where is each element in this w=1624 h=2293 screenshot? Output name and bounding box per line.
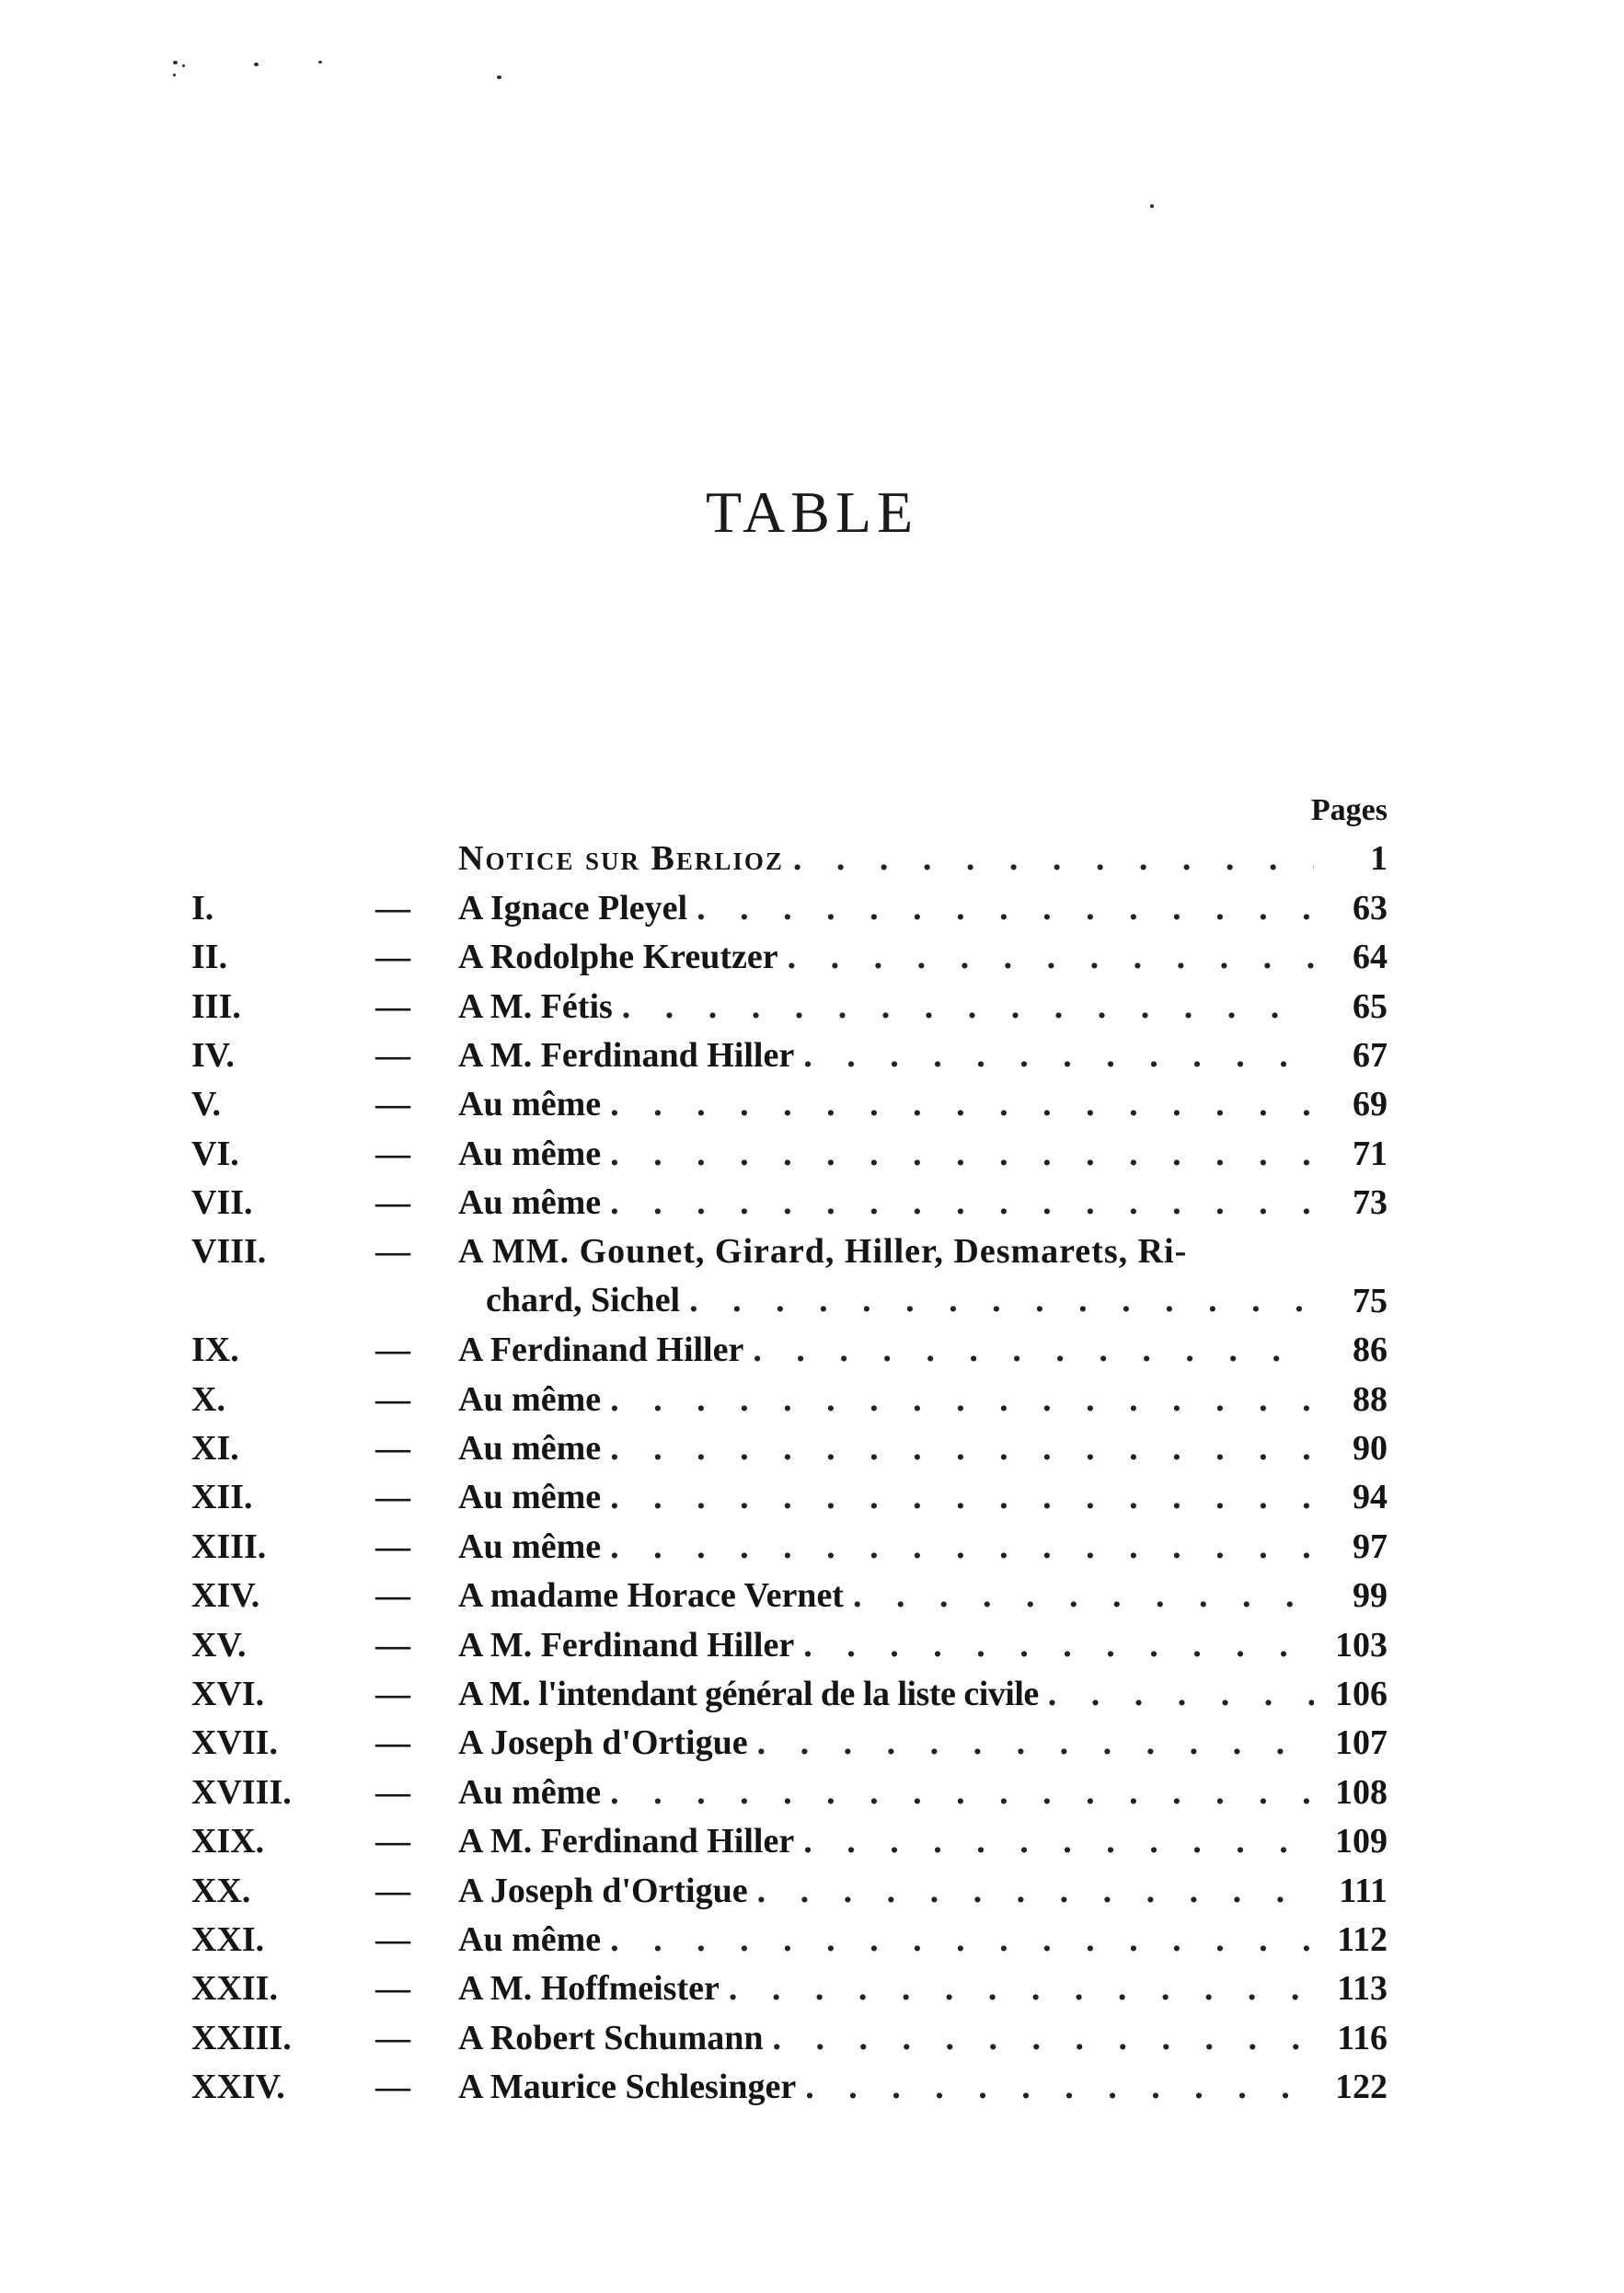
toc-entry-number: XXIII. [191, 2018, 292, 2057]
toc-entry [191, 1227, 1388, 1326]
toc-entry-page: 90 [1353, 1429, 1388, 1469]
toc-entry-title: A Robert Schumann [458, 2018, 764, 2057]
toc-entry [191, 1719, 1388, 1768]
toc-entry-number: II. [191, 938, 228, 977]
toc-entry-number: XIV. [191, 1576, 260, 1616]
toc-entry-title: A Ignace Pleyel [458, 888, 688, 928]
toc-entry [191, 1620, 1388, 1669]
toc-entry [191, 1965, 1388, 2013]
toc-entry-title: A M. Fétis [458, 986, 613, 1026]
toc-entry-dash: — [375, 1576, 410, 1616]
toc-entry-dash: — [375, 1675, 410, 1714]
toc-entry [191, 1179, 1388, 1227]
toc-entry-number: IV. [191, 1035, 235, 1075]
toc-entry [191, 1572, 1388, 1620]
toc-entry-number: XVII. [191, 1723, 278, 1763]
toc-entry [191, 2063, 1388, 2112]
toc-entry [191, 1375, 1388, 1423]
toc-entry-page: 113 [1337, 1969, 1388, 2009]
toc-entry-page: 99 [1353, 1576, 1388, 1616]
toc-entry-dash: — [375, 1822, 410, 1861]
toc-entry-dash: — [375, 1085, 410, 1124]
toc-entry-dash: — [375, 1527, 410, 1566]
toc-entry-title: A madame Horace Vernet [458, 1576, 844, 1616]
toc-entry-title: A M. Hoffmeister [458, 1969, 720, 2009]
toc-entry-number: XIII. [191, 1527, 267, 1566]
toc-entry [191, 1031, 1388, 1080]
toc-entry-title: A Joseph d'Ortigue [458, 1871, 748, 1910]
toc-entry-title: A M. Ferdinand Hiller [458, 1625, 795, 1665]
toc-entry-title: A MM. Gounet, Girard, Hiller, Desmarets, Ri- [458, 1232, 1188, 1272]
toc-entry-dash: — [375, 1723, 410, 1763]
toc-entry-title: A Maurice Schlesinger [458, 2068, 797, 2107]
toc-entry-dash: — [375, 1772, 410, 1812]
toc-entry-title: A Joseph d'Ortigue [458, 1723, 748, 1763]
toc-entry-title: Au même [458, 1183, 602, 1223]
toc-entry-page: 88 [1353, 1379, 1388, 1419]
toc-entry-number: X. [191, 1379, 225, 1419]
toc-entry-title: A Rodolphe Kreutzer [458, 938, 778, 977]
toc-entry-title: Au même [458, 1527, 602, 1566]
toc-entry-number: VI. [191, 1134, 239, 1173]
toc-entry-dash: — [375, 1429, 410, 1469]
toc-entry [191, 1080, 1388, 1129]
toc-entry [191, 933, 1388, 982]
toc-entry-title: A M. l'intendant général de la liste civile [458, 1675, 1039, 1714]
toc-entry-number: VIII. [191, 1232, 267, 1272]
toc-entry-page: 109 [1335, 1822, 1388, 1861]
toc-entry-dash: — [375, 888, 410, 928]
toc-entry-page: 65 [1353, 986, 1388, 1026]
toc-entry-page: 64 [1353, 938, 1388, 977]
toc-entry [191, 982, 1388, 1031]
toc-entry-dash: — [375, 1232, 410, 1272]
toc-entry [191, 1866, 1388, 1915]
toc-entry [191, 835, 1388, 883]
toc-entry-title: Au même [458, 1772, 602, 1812]
toc-entry-title: Au même [458, 1379, 602, 1419]
toc-entry-title: Au même [458, 1134, 602, 1173]
toc-entry-title: A M. Ferdinand Hiller [458, 1822, 795, 1861]
toc-entry-title: A Ferdinand Hiller [458, 1331, 744, 1370]
toc-entry-page: 1 [1370, 839, 1388, 879]
toc-entry-number: I. [191, 888, 214, 928]
toc-entry-dash: — [375, 986, 410, 1026]
toc-entry-dash: — [375, 1478, 410, 1517]
toc-entry-number: III. [191, 986, 241, 1026]
toc-entry-number: XXI. [191, 1920, 265, 1959]
toc-entry-dash: — [375, 1625, 410, 1665]
toc-entry-number: XXIV. [191, 2068, 285, 2107]
toc-entry-page: 67 [1353, 1035, 1388, 1075]
toc-entry-dash: — [375, 2018, 410, 2057]
toc-entry [191, 2013, 1388, 2062]
toc-entry-page: 69 [1353, 1085, 1388, 1124]
toc-entry-page: 112 [1337, 1920, 1388, 1959]
toc-entry-dash: — [375, 2068, 410, 2107]
toc-entry-number: XI. [191, 1429, 239, 1469]
toc-entry [191, 1916, 1388, 1965]
toc-entry-number: XXII. [191, 1969, 278, 2009]
toc-entry-dash: — [375, 1035, 410, 1075]
toc-entry-page: 71 [1353, 1134, 1388, 1173]
toc-entry-dash: — [375, 1183, 410, 1223]
toc-entry [191, 1768, 1388, 1816]
toc-entry [191, 1424, 1388, 1473]
toc-entry-number: XX. [191, 1871, 251, 1910]
toc-entry-dash: — [375, 938, 410, 977]
toc-entry-page: 122 [1335, 2068, 1388, 2107]
toc-entry [191, 1670, 1388, 1719]
toc-entry-title-continued: chard, Sichel [486, 1281, 681, 1320]
toc-entry-page: 107 [1335, 1723, 1388, 1763]
toc-entry-dash: — [375, 1871, 410, 1910]
table-of-contents [191, 787, 1388, 2112]
toc-entry-dash: — [375, 1920, 410, 1959]
pages-column-header: Pages [1310, 793, 1388, 827]
toc-entry-dash: — [375, 1969, 410, 2009]
toc-entry [191, 883, 1388, 932]
toc-entry-number: VII. [191, 1183, 253, 1223]
toc-entry-number: XVI. [191, 1675, 265, 1714]
toc-entry-number: XII. [191, 1478, 253, 1517]
toc-entry-number: XV. [191, 1625, 247, 1665]
toc-entry [191, 1129, 1388, 1178]
toc-entry-page: 116 [1337, 2018, 1388, 2057]
toc-entry-page: 63 [1353, 888, 1388, 928]
toc-entry-page: 103 [1335, 1625, 1388, 1665]
page-title: TABLE [705, 479, 919, 545]
toc-entry-page: 106 [1335, 1675, 1388, 1714]
toc-entry-page: 108 [1335, 1772, 1388, 1812]
toc-entry-number: V. [191, 1085, 222, 1124]
toc-entry [191, 1522, 1388, 1571]
toc-entry [191, 1326, 1388, 1375]
toc-entry-page: 73 [1353, 1183, 1388, 1223]
toc-entry-page: 111 [1339, 1871, 1388, 1910]
toc-entry-title: Notice sur Berlioz [458, 839, 784, 879]
toc-entry-page: 94 [1353, 1478, 1388, 1517]
toc-entry-title: A M. Ferdinand Hiller [458, 1035, 795, 1075]
toc-entry-number: XVIII. [191, 1772, 292, 1812]
toc-entry-page: 75 [1353, 1281, 1388, 1320]
toc-entry-title: Au même [458, 1085, 602, 1124]
toc-entry-page: 86 [1353, 1331, 1388, 1370]
toc-entry-title: Au même [458, 1429, 602, 1469]
toc-entry-title: Au même [458, 1920, 602, 1959]
toc-entry-dash: — [375, 1379, 410, 1419]
toc-entry-title: Au même [458, 1478, 602, 1517]
toc-entry-number: XIX. [191, 1822, 265, 1861]
toc-entry [191, 1473, 1388, 1522]
toc-entry-number: IX. [191, 1331, 239, 1370]
toc-entry-page: 97 [1353, 1527, 1388, 1566]
toc-entry [191, 1817, 1388, 1866]
toc-entry-dash: — [375, 1134, 410, 1173]
toc-entry-dash: — [375, 1331, 410, 1370]
